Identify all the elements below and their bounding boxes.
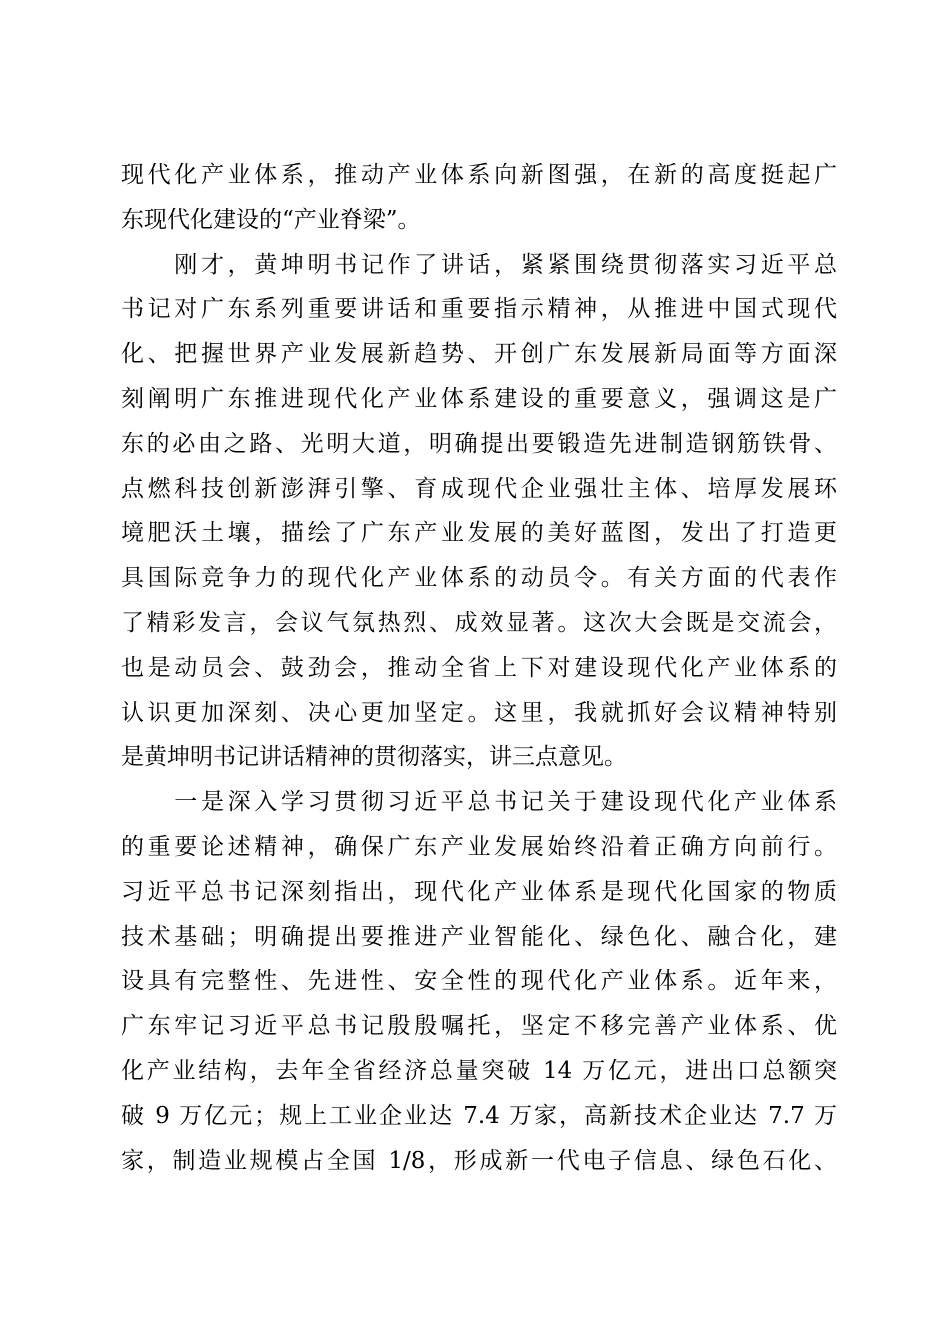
text-line: 一是深入学习贯彻习近平总书记关于建设现代化产业体系 [121, 789, 837, 816]
text-line: 化、把握世界产业发展新趋势、开创广东发展新局面等方面深 [121, 341, 837, 368]
text-line: 书记对广东系列重要讲话和重要指示精神，从推进中国式现代 [121, 296, 837, 323]
text-line: 东现代化建设的“产业脊梁”。 [121, 206, 421, 233]
text-line: 了精彩发言，会议气氛热烈、成效显著。这次大会既是交流会， [121, 609, 837, 636]
text-line: 刻阐明广东推进现代化产业体系建设的重要意义，强调这是广 [121, 385, 837, 412]
text-line: 的重要论述精神，确保广东产业发展始终沿着正确方向前行。 [121, 833, 837, 860]
text-line: 习近平总书记深刻指出，现代化产业体系是现代化国家的物质 [121, 878, 837, 905]
text-line: 也是动员会、鼓劲会，推动全省上下对建设现代化产业体系的 [121, 654, 837, 681]
text-line: 广东牢记习近平总书记殷殷嘱托，坚定不移完善产业体系、优 [121, 1013, 837, 1040]
text-line: 点燃科技创新澎湃引擎、育成现代企业强壮主体、培厚发展环 [121, 475, 837, 502]
paragraph [121, 780, 837, 1183]
text-line: 认识更加深刻、决心更加坚定。这里，我就抓好会议精神特别 [121, 699, 837, 726]
text-line: 刚才，黄坤明书记作了讲话，紧紧围绕贯彻落实习近平总 [121, 251, 837, 278]
paragraph [121, 153, 837, 243]
paragraph [121, 243, 837, 781]
text-line: 具国际竞争力的现代化产业体系的动员令。有关方面的代表作 [121, 565, 837, 592]
text-line: 破 9 万亿元；规上工业企业达 7.4 万家，高新技术企业达 7.7 万 [121, 1102, 837, 1129]
text-line: 是黄坤明书记讲话精神的贯彻落实，讲三点意见。 [121, 744, 627, 771]
text-line: 设具有完整性、先进性、安全性的现代化产业体系。近年来， [121, 968, 837, 995]
document-body [121, 153, 837, 1183]
text-line: 家，制造业规模占全国 1/8，形成新一代电子信息、绿色石化、 [121, 1147, 837, 1174]
text-line: 技术基础；明确提出要推进产业智能化、绿色化、融合化，建 [121, 923, 837, 950]
text-line: 境肥沃土壤，描绘了广东产业发展的美好蓝图，发出了打造更 [121, 520, 837, 547]
text-line: 东的必由之路、光明大道，明确提出要锻造先进制造钢筋铁骨、 [121, 430, 837, 457]
text-line: 化产业结构，去年全省经济总量突破 14 万亿元，进出口总额突 [121, 1057, 837, 1084]
text-line: 现代化产业体系，推动产业体系向新图强，在新的高度挺起广 [121, 162, 837, 188]
